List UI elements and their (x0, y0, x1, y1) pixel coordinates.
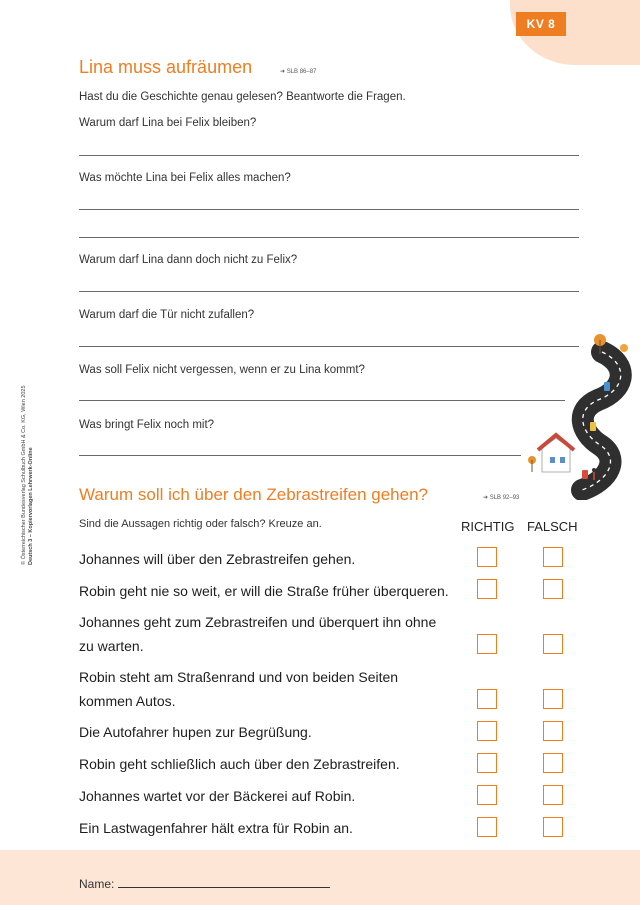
answer-line-6[interactable] (79, 455, 521, 456)
copyright-line: © Österreichischer Bundesverlag Schulbuch GmbH & Co. KG, Wien 2025 (21, 385, 27, 565)
checkbox-richtig-8[interactable] (477, 817, 497, 837)
question-4: Warum darf die Tür nicht zufallen? (79, 309, 255, 321)
question-6: Was bringt Felix noch mit? (79, 419, 215, 431)
road-illustration (520, 320, 640, 500)
answer-line-2b[interactable] (79, 237, 579, 238)
answer-line-3[interactable] (79, 291, 579, 292)
checkbox-richtig-5[interactable] (477, 721, 497, 741)
statement-5: Die Autofahrer hupen zur Begrüßung. (79, 724, 312, 740)
question-3: Warum darf Lina dann doch nicht zu Felix? (79, 254, 298, 266)
answer-line-1[interactable] (79, 155, 579, 156)
checkbox-richtig-2[interactable] (477, 579, 497, 599)
checkbox-falsch-7[interactable] (543, 785, 563, 805)
checkbox-falsch-3[interactable] (543, 634, 563, 654)
statement-8: Ein Lastwagenfahrer hält extra für Robin an. (79, 820, 353, 836)
product-line: Deutsch 3 – Kopiervorlagen Lehrwerk-Online (28, 447, 34, 565)
name-field-line[interactable] (118, 887, 330, 888)
answer-line-5[interactable] (79, 400, 565, 401)
section1-instructions: Hast du die Geschichte genau gelesen? Beantworte die Fragen. (79, 91, 406, 103)
checkbox-richtig-4[interactable] (477, 689, 497, 709)
statement-4: Robin steht am Straßenrand und von beiden Seiten kommen Autos. (79, 669, 399, 709)
answer-line-4[interactable] (79, 346, 579, 347)
question-2: Was möchte Lina bei Felix alles machen? (79, 172, 291, 184)
statement-2: Robin geht nie so weit, er will die Straße früher überqueren. (79, 583, 449, 599)
copyright-note (21, 325, 35, 565)
checkbox-richtig-6[interactable] (477, 753, 497, 773)
statement-3: Johannes geht zum Zebrastreifen und überquert ihn ohne zu warten. (79, 614, 437, 654)
worksheet-badge: KV 8 (516, 12, 566, 36)
answer-line-2a[interactable] (79, 209, 579, 210)
section2-page-reference: ➜ SLB 92–93 (483, 495, 520, 501)
checkbox-falsch-8[interactable] (543, 817, 563, 837)
section1-title: Lina muss aufräumen (79, 57, 253, 77)
statement-6: Robin geht schließlich auch über den Zebrastreifen. (79, 756, 400, 772)
column-header-falsch: FALSCH (527, 519, 578, 534)
name-label: Name: (79, 877, 115, 891)
question-1: Warum darf Lina bei Felix bleiben? (79, 117, 257, 129)
statement-1: Johannes will über den Zebrastreifen gehen. (79, 551, 356, 567)
checkbox-richtig-1[interactable] (477, 547, 497, 567)
checkbox-falsch-5[interactable] (543, 721, 563, 741)
checkbox-richtig-7[interactable] (477, 785, 497, 805)
section2-instructions: Sind die Aussagen richtig oder falsch? Kreuze an. (79, 518, 322, 530)
question-5: Was soll Felix nicht vergessen, wenn er zu Lina kommt? (79, 364, 365, 376)
checkbox-falsch-6[interactable] (543, 753, 563, 773)
checkbox-falsch-1[interactable] (543, 547, 563, 567)
section1-page-reference: ➜ SLB 86–87 (280, 69, 317, 75)
checkbox-richtig-3[interactable] (477, 634, 497, 654)
section2-title: Warum soll ich über den Zebrastreifen gehen? (79, 485, 428, 504)
checkbox-falsch-2[interactable] (543, 579, 563, 599)
column-header-richtig: RICHTIG (461, 519, 515, 534)
checkbox-falsch-4[interactable] (543, 689, 563, 709)
statement-7: Johannes wartet vor der Bäckerei auf Robin. (79, 788, 356, 804)
